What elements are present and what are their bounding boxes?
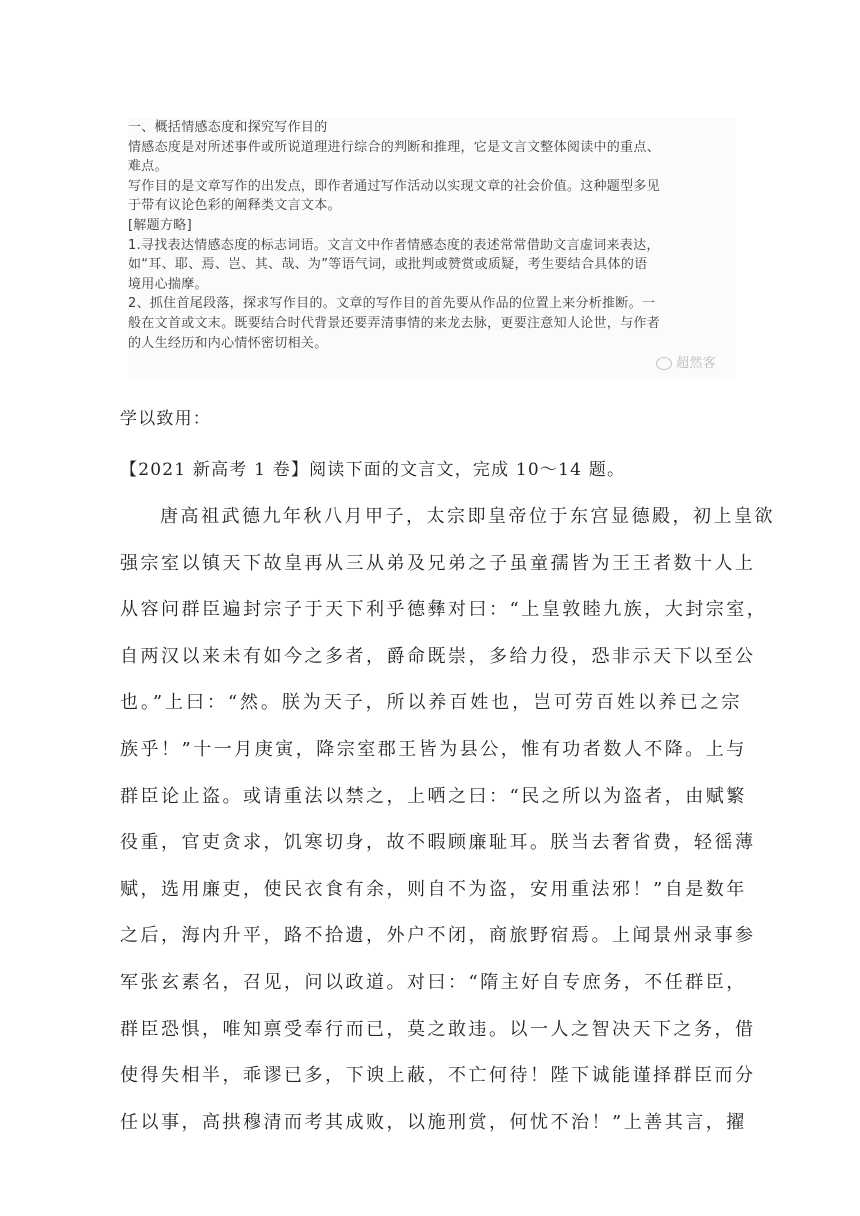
passage-line: 役重，官吏贪求，饥寒切身，故不暇顾廉耻耳。朕当去奢省费，轻徭薄	[120, 832, 756, 854]
scan-line: 般在文首或文末。既要结合时代背景还要弄清事情的来龙去脉，更要注意知人论世，与作者	[128, 315, 661, 331]
section-label: 学以致用：	[120, 409, 211, 429]
scan-line: 情感态度是对所述事件或所说道理进行综合的判断和推理，它是文言文整体阅读中的重点、	[128, 139, 661, 155]
passage-line: 群臣恐惧，唯知禀受奉行而已，莫之敢违。以一人之智决天下之务，借	[120, 1018, 756, 1040]
watermark-text: 超然客	[676, 356, 716, 371]
scan-line: [解题方略]	[128, 217, 192, 233]
scanned-excerpt	[128, 118, 736, 380]
passage-line: 之后，海内升平，路不拾遗，外户不闭，商旅野宿焉。上闻景州录事参	[120, 925, 756, 947]
scan-line: 境用心揣摩。	[128, 276, 208, 292]
passage-line: 军张玄素名，召见，问以政道。对曰：“隋主好自专庶务，不任群臣，	[120, 971, 747, 993]
passage-line: 任以事，高拱穆清而考其成败，以施刑赏，何忧不治！”上善其言，擢	[120, 1111, 747, 1133]
passage-line: 群臣论止盗。或请重法以禁之，上哂之曰：“民之所以为盗者，由赋繁	[120, 785, 747, 807]
scan-line: 于带有议论色彩的阐释类文言文本。	[128, 198, 341, 214]
scan-line: 2、抓住首尾段落，探求写作目的。文章的写作目的首先要从作品的位置上来分析推断。一	[128, 296, 656, 312]
scan-line: 难点。	[128, 159, 168, 175]
question-heading: 【2021 新高考 1 卷】阅读下面的文言文，完成 10～14 题。	[120, 460, 626, 480]
scan-line: 写作目的是文章写作的出发点，即作者通过写作活动以实现文章的社会价值。这种题型多见	[128, 178, 661, 194]
passage-line: 强宗室以镇天下故皇再从三从弟及兄弟之子虽童孺皆为王王者数十人上	[120, 552, 756, 574]
scan-line: 1.寻找表达情感态度的标志词语。文言文中作者情感态度的表述常常借助文言虚词来表达，	[128, 237, 660, 253]
passage-line: 从容问群臣遍封宗子于天下利乎德彝对曰：“上皇敦睦九族，大封宗室，	[120, 599, 768, 621]
passage-line: 自两汉以来未有如今之多者，爵命既崇，多给力役，恐非示天下以至公	[120, 645, 756, 667]
passage-line: 使得失相半，乖谬已多，下谀上蔽，不亡何待！陛下诚能谨择群臣而分	[120, 1065, 756, 1087]
passage-line: 赋，选用廉吏，使民衣食有余，则自不为盗，安用重法邪！”自是数年	[120, 878, 747, 900]
scan-line: 如“耳、耶、焉、岂、其、哉、为”等语气词，或批判或赞赏或质疑，考生要结合具体的语	[128, 257, 648, 273]
scan-line: 的人生经历和内心情怀密切相关。	[128, 335, 328, 351]
classical-passage	[120, 494, 775, 1146]
passage-line: 唐高祖武德九年秋八月甲子，太宗即皇帝位于东宫显德殿，初上皇欲	[160, 506, 775, 527]
chat-bubble-icon	[656, 357, 672, 370]
passage-line: 也。”上曰：“然。朕为天子，所以养百姓也，岂可劳百姓以养已之宗	[120, 692, 742, 714]
passage-line: 族乎！”十一月庚寅，降宗室郡王皆为县公，惟有功者数人不降。上与	[120, 738, 747, 760]
watermark	[656, 354, 716, 374]
scan-line: 一、概括情感态度和探究写作目的	[128, 120, 328, 135]
